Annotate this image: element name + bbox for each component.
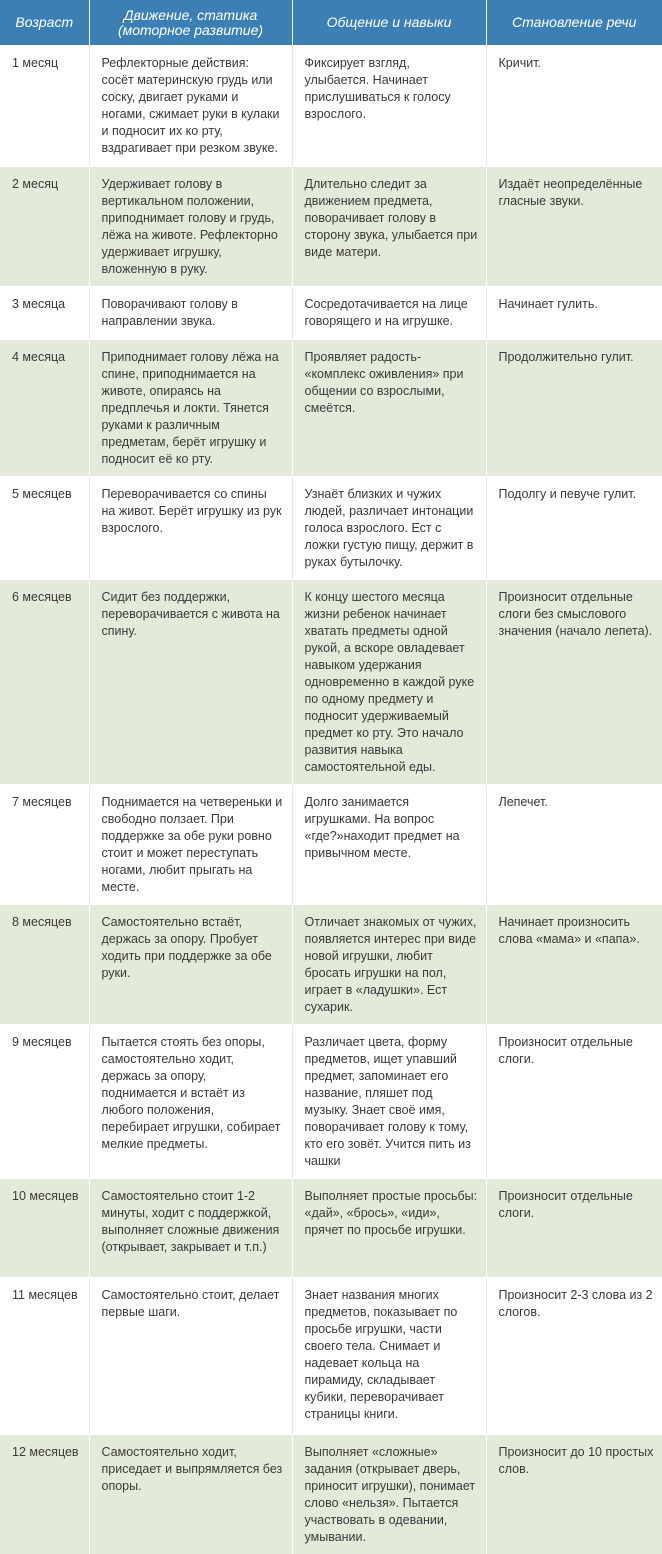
cell-social: Различает цвета, форму предметов, ищет упавший предмет, запоминает его название, пляшет под музыку. Знает своё имя, поворачивает голову к тому, кто его зовёт. Учится пить из чашки [292,1025,486,1179]
cell-age: 6 месяцев [0,580,89,785]
cell-social: Выполняет простые просьбы: «дай», «брось», «иди», прячет по просьбе игрушки. [292,1179,486,1278]
cell-social: Длительно следит за движением предмета, поворачивает голову в сторону звука, улыбается при виде матери. [292,167,486,287]
cell-age: 11 месяцев [0,1278,89,1435]
cell-motor: Пытается стоять без опоры, самостоятельно ходит, держась за опору, поднимается и встаёт из любого положения, перебирает игрушки, собирает мелкие предметы. [89,1025,292,1179]
cell-speech: Произносит 2-3 слова из 2 слогов. [486,1278,662,1435]
cell-age: 9 месяцев [0,1025,89,1179]
header-motor-line1: Движение, статика [124,7,258,23]
cell-age: 1 месяц [0,46,89,167]
table-row [0,905,662,1025]
cell-speech: Произносит отдельные слоги без смыслового значения (начало лепета). [486,580,662,785]
cell-social: Отличает знакомых от чужих, появляется интерес при виде новой игрушки, любит бросать игрушки на пол, играет в «ладушки». Ест сухарик. [292,905,486,1025]
table-row [0,477,662,580]
cell-speech: Произносит до 10 простых слов. [486,1435,662,1554]
cell-speech: Издаёт неопределённые гласные звуки. [486,167,662,287]
cell-social: Выполняет «сложные» задания (открывает дверь, приносит игрушки), понимает слово «нельзя». Пытается участвовать в одевании, умывании. [292,1435,486,1554]
header-age: Возраст [0,0,89,46]
cell-age: 8 месяцев [0,905,89,1025]
cell-motor: Самостоятельно встаёт, держась за опору. Пробует ходить при поддержке за обе руки. [89,905,292,1025]
header-social: Общение и навыки [292,0,486,46]
cell-social: Сосредотачивается на лице говорящего и на игрушке. [292,287,486,340]
header-row [0,0,662,46]
cell-motor: Самостоятельно стоит, делает первые шаги. [89,1278,292,1435]
table-row [0,1179,662,1278]
table-row [0,580,662,785]
cell-speech: Начинает гулить. [486,287,662,340]
table-row [0,1025,662,1179]
cell-motor: Поднимается на четвереньки и свободно ползает. При поддержке за обе руки ровно стоит и может переступать ногами, любит прыгать на месте. [89,785,292,905]
cell-speech: Начинает произносить слова «мама» и «папа». [486,905,662,1025]
cell-motor: Переворачивается со спины на живот. Берёт игрушку из рук взрослого. [89,477,292,580]
header-motor-line2: (моторное развитие) [118,22,263,38]
cell-motor: Самостоятельно ходит, приседает и выпрямляется без опоры. [89,1435,292,1554]
cell-speech: Произносит отдельные слоги. [486,1025,662,1179]
header-speech: Становление речи [486,0,662,46]
cell-motor: Сидит без поддержки, переворачивается с живота на спину. [89,580,292,785]
cell-social: Узнаёт близких и чужих людей, различает интонации голоса взрослого. Ест с ложки густую пищу, держит в руках бутылочку. [292,477,486,580]
table-row [0,287,662,340]
cell-speech: Продолжительно гулит. [486,340,662,477]
cell-speech: Подолгу и певуче гулит. [486,477,662,580]
cell-motor: Рефлекторные действия: сосёт материнскую грудь или соску, двигает руками и ногами, сжимает руки в кулаки и подносит их ко рту, вздрагивает при резком звуке. [89,46,292,167]
cell-age: 5 месяцев [0,477,89,580]
table-row [0,785,662,905]
header-motor [89,0,292,46]
cell-motor: Приподнимает голову лёжа на спине, приподнимается на животе, опираясь на предплечья и локти. Тянется руками к различным предметам, берёт игрушку и подносит её ко рту. [89,340,292,477]
table-row [0,340,662,477]
cell-age: 4 месяца [0,340,89,477]
cell-age: 3 месяца [0,287,89,340]
table-row [0,1435,662,1554]
table-body [0,46,662,1554]
cell-social: Фиксирует взгляд, улыбается. Начинает прислушиваться к голосу взрослого. [292,46,486,167]
cell-social: К концу шестого месяца жизни ребенок начинает хватать предметы одной рукой, а вскоре овладевает навыком удержания одновременно в каждой руке по одному предмету и подносит удерживаемый предмет ко рту. Это начало развития навыка самостоятельной еды. [292,580,486,785]
cell-age: 12 месяцев [0,1435,89,1554]
cell-speech: Лепечет. [486,785,662,905]
cell-age: 7 месяцев [0,785,89,905]
cell-age: 2 месяц [0,167,89,287]
table-header [0,0,662,46]
cell-social: Проявляет радость- «комплекс оживления» при общении со взрослыми, смеётся. [292,340,486,477]
cell-speech: Произносит отдельные слоги. [486,1179,662,1278]
table-row [0,167,662,287]
cell-motor: Самостоятельно стоит 1-2 минуты, ходит с поддержкой, выполняет сложные движения (открывает, закрывает и т.п.) [89,1179,292,1278]
cell-social: Знает названия многих предметов, показывает по просьбе игрушки, части своего тела. Снимает и надевает кольца на пирамиду, складывает кубики, переворачивает страницы книги. [292,1278,486,1435]
table-row [0,1278,662,1435]
cell-motor: Поворачивают голову в направлении звука. [89,287,292,340]
cell-age: 10 месяцев [0,1179,89,1278]
cell-motor: Удерживает голову в вертикальном положении, приподнимает голову и грудь, лёжа на животе. Рефлекторно удерживает игрушку, вложенную в руку. [89,167,292,287]
table-row [0,46,662,167]
cell-social: Долго занимается игрушками. На вопрос «где?»находит предмет на привычном месте. [292,785,486,905]
cell-speech: Кричит. [486,46,662,167]
